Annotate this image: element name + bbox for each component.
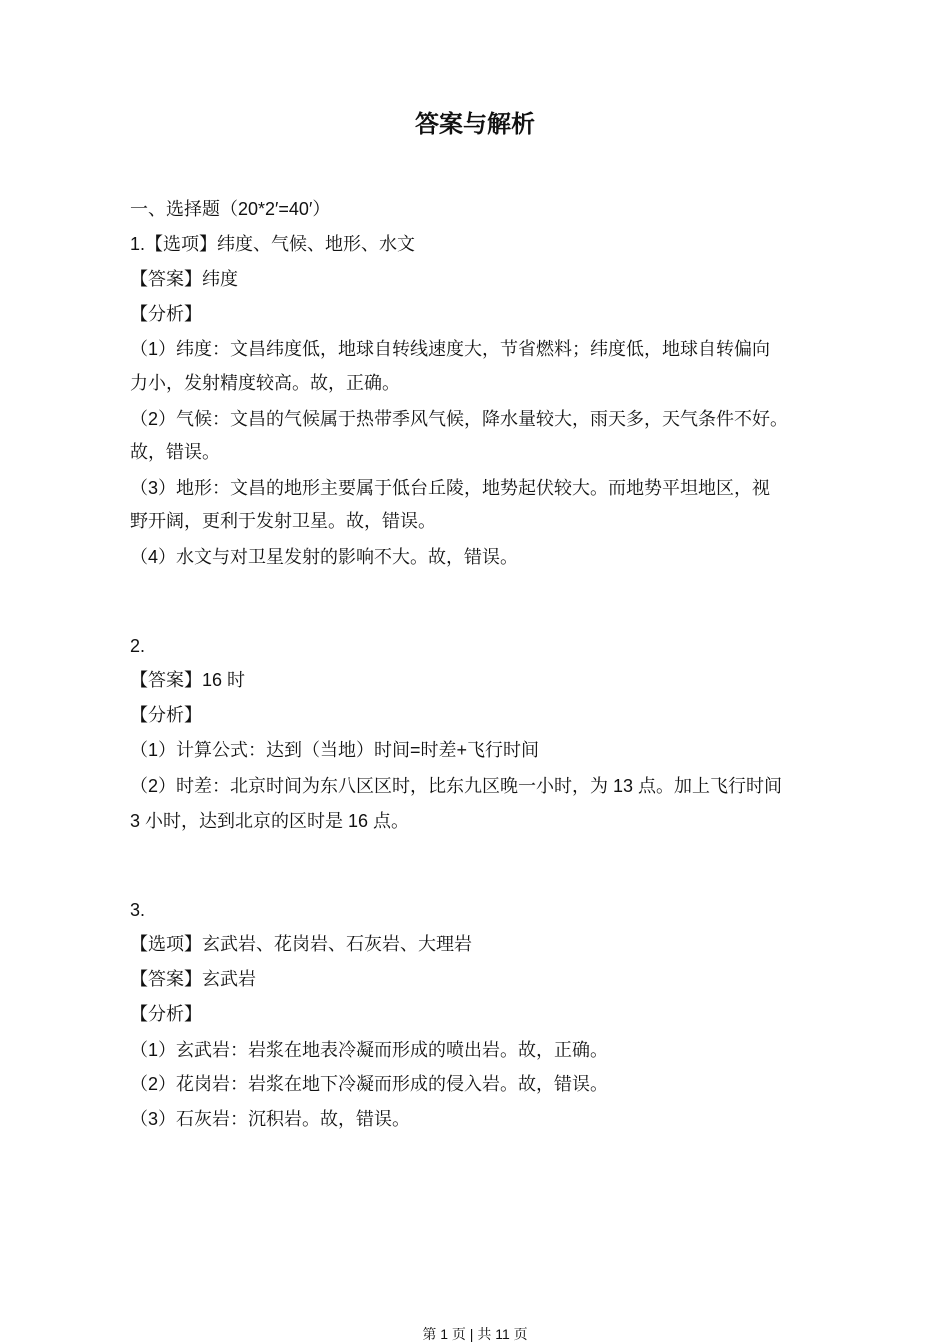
q1-analysis-line: （4）水文与对卫星发射的影响不大。故，错误。 <box>130 547 519 567</box>
q3-analysis-line: （1）玄武岩：岩浆在地表冷凝而形成的喷出岩。故，正确。 <box>130 1040 609 1060</box>
q3-options: 【选项】玄武岩、花岗岩、石灰岩、大理岩 <box>130 934 472 954</box>
section-heading: 一、选择题（20*2′=40′） <box>130 199 331 219</box>
q1-analysis-label: 【分析】 <box>130 304 202 324</box>
q3-analysis-label: 【分析】 <box>130 1004 202 1024</box>
q2-answer: 【答案】16 时 <box>130 670 246 690</box>
q2-analysis-label: 【分析】 <box>130 705 202 725</box>
q3-analysis-line: （2）花岗岩：岩浆在地下冷凝而形成的侵入岩。故，错误。 <box>130 1074 609 1094</box>
q2-analysis-line: 3 小时，达到北京的区时是 16 点。 <box>130 811 410 831</box>
q3-analysis-line: （3）石灰岩：沉积岩。故，错误。 <box>130 1109 411 1129</box>
q1-analysis-line: （2）气候：文昌的气候属于热带季风气候，降水量较大，雨天多，天气条件不好。 <box>130 409 789 429</box>
q2-number: 2. <box>130 636 146 656</box>
page-title: 答案与解析 <box>415 111 535 138</box>
q1-analysis-line: 力小，发射精度较高。故，正确。 <box>130 373 400 393</box>
q1-analysis-line: （3）地形：文昌的地形主要属于低台丘陵，地势起伏较大。而地势平坦地区，视 <box>130 478 771 498</box>
q3-number: 3. <box>130 900 146 920</box>
q2-analysis-line: （1）计算公式：达到（当地）时间=时差+飞行时间 <box>130 740 540 760</box>
q1-analysis-line: 故，错误。 <box>130 442 220 462</box>
q1-analysis-line: （1）纬度：文昌纬度低，地球自转线速度大，节省燃料；纬度低，地球自转偏向 <box>130 339 771 359</box>
q1-analysis-line: 野开阔，更利于发射卫星。故，错误。 <box>130 511 436 531</box>
q1-answer: 【答案】纬度 <box>130 269 238 289</box>
q3-answer: 【答案】玄武岩 <box>130 969 256 989</box>
page-footer: 第 1 页 | 共 11 页 <box>422 1326 528 1342</box>
q2-analysis-line: （2）时差：北京时间为东八区区时，比东九区晚一小时，为 13 点。加上飞行时间 <box>130 776 783 796</box>
q1-options: 1.【选项】纬度、气候、地形、水文 <box>130 234 416 254</box>
